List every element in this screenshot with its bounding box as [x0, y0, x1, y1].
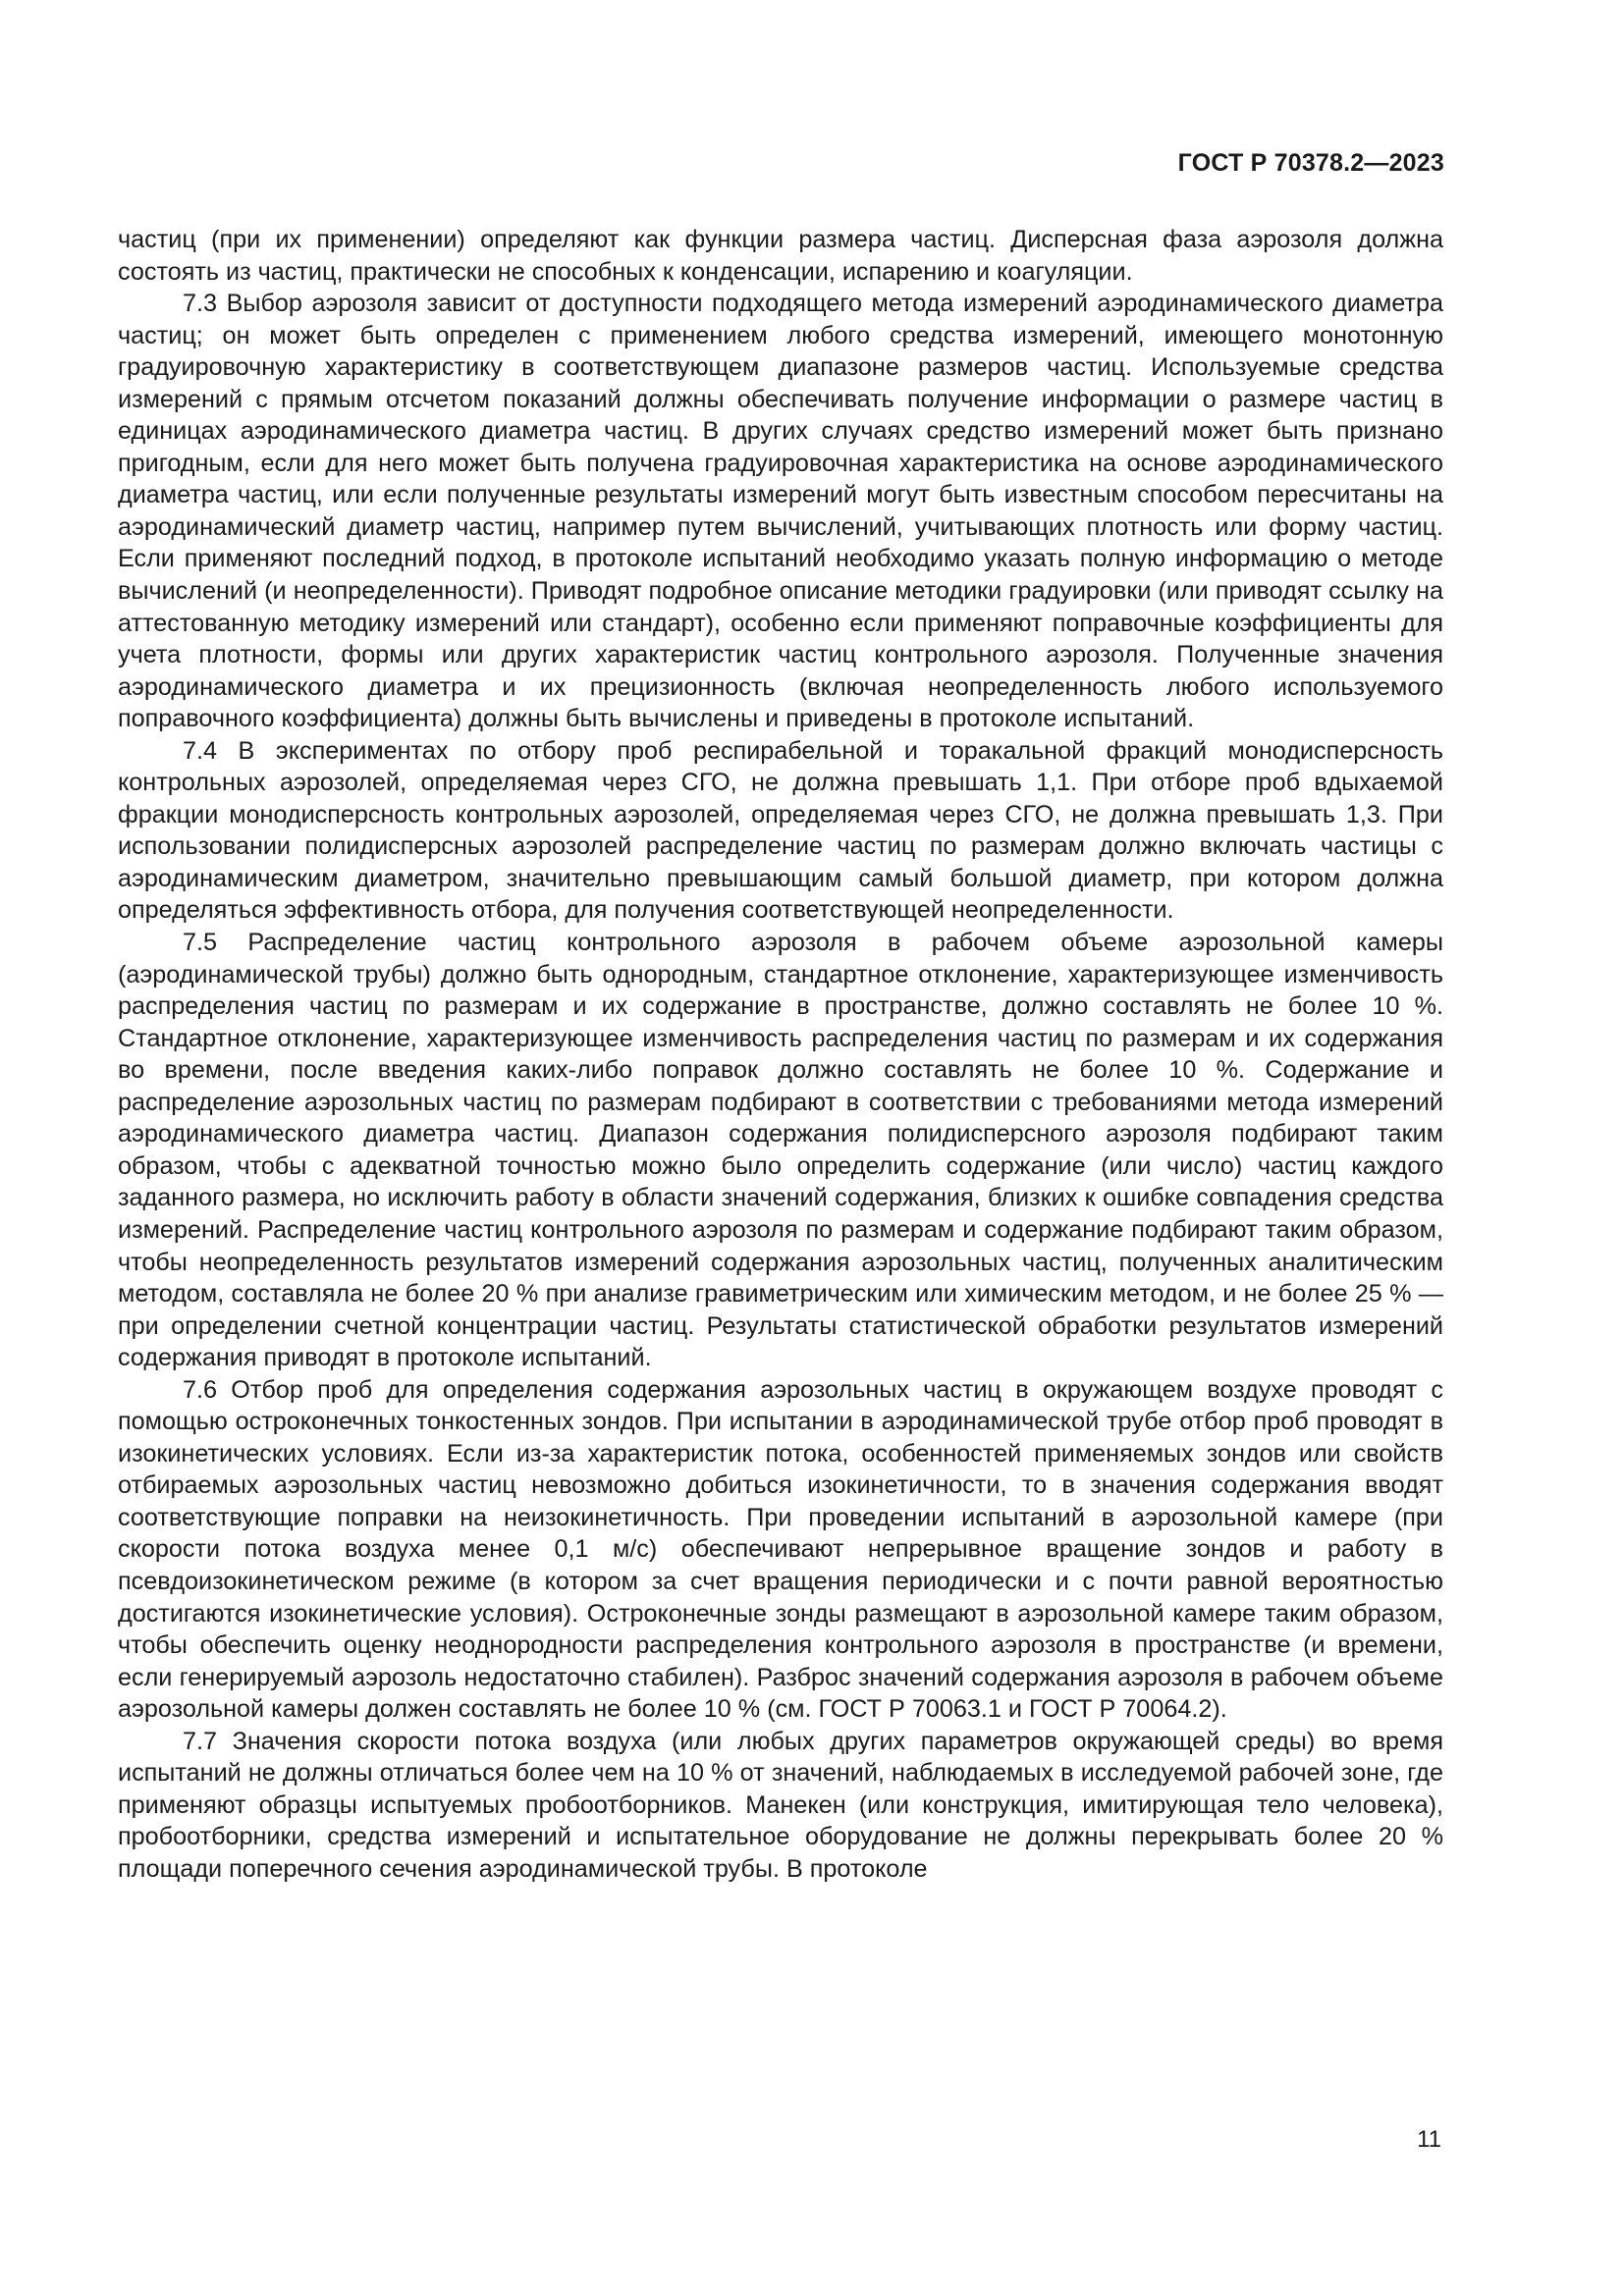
paragraph-7-3: 7.3 Выбор аэрозоля зависит от доступности подходящего метода измерений аэродинамического диаметра частиц; он может быть определен с применением любого средства измерений, имеющего монотонную градуировочную характеристику в соответствующем диапазоне размеров частиц. Используемые средства измерений с прямым отсчетом показаний должны обеспечивать получение информации о размере частиц в единицах аэродинамического диаметра частиц. В других случаях средство измерений может быть признано пригодным, если для него может быть получена градуировочная характеристика на основе аэродинамического диаметра частиц, или если полученные результаты измерений могут быть известным способом пересчитаны на аэродинамический диаметр частиц, например путем вычислений, учитывающих плотность или форму частиц. Если применяют последний подход, в протоколе испытаний необходимо указать полную информацию о методе вычислений (и неопределенности). Приводят подробное описание методики градуировки (или приводят ссылку на аттестованную методику измерений или стандарт), особенно если применяют поправочные коэффициенты для учета плотности, формы или других характеристик частиц контрольного аэрозоля. Полученные значения аэродинамического диаметра и их прецизионность (включая неопределенность любого используемого поправочного коэффициента) должны быть вычислены и приведены в протоколе испытаний.: [118, 290, 1443, 733]
paragraph-7-4: 7.4 В экспериментах по отбору проб респирабельной и торакальной фракций монодисперсность контрольных аэрозолей, определяемая через СГО, не должна превышать 1,1. При отборе проб вдыхаемой фракции монодисперсность контрольных аэрозолей, определяемая через СГО, не должна превышать 1,3. При использовании полидисперсных аэрозолей распределение частиц по размерам должно включать частицы с аэродинамическим диаметром, значительно превышающим самый большой диаметр, при котором должна определяться эффективность отбора, для получения соответствующей неопределенности.: [118, 736, 1443, 925]
paragraph-continuation: частиц (при их применении) определяют как функции размера частиц. Дисперсная фаза аэрозоля должна состоять из частиц, практически не способных к конденсации, испарению и коагуляции.: [118, 226, 1443, 286]
paragraph-7-7: 7.7 Значения скорости потока воздуха (или любых других параметров окружающей среды) во время испытаний не должны отличаться более чем на 10 % от значений, наблюдаемых в исследуемой рабочей зоне, где применяют образцы испытуемых пробоотборников. Манекен (или конструкция, имитирующая тело человека), пробоотборники, средства измерений и испытательное оборудование не должны перекрывать более 20 % площади поперечного сечения аэродинамической трубы. В протоколе: [118, 1727, 1443, 1883]
document-body: [118, 224, 1443, 1885]
standard-designation: ГОСТ Р 70378.2—2023: [1177, 149, 1444, 177]
page-number: 11: [1417, 2126, 1441, 2153]
paragraph-7-5: 7.5 Распределение частиц контрольного аэрозоля в рабочем объеме аэрозольной камеры (аэродинамической трубы) должно быть однородным, стандартное отклонение, характеризующее изменчивость распределения частиц по размерам и их содержание в пространстве, должно составлять не более 10 %. Стандартное отклонение, характеризующее изменчивость распределения частиц по размерам и их содержания во времени, после введения каких-либо поправок должно составлять не более 10 %. Содержание и распределение аэрозольных частиц по размерам подбирают в соответствии с требованиями метода измерений аэродинамического диаметра частиц. Диапазон содержания полидисперсного аэрозоля подбирают таким образом, чтобы с адекватной точностью можно было определить содержание (или число) частиц каждого заданного размера, но исключить работу в области значений содержания, близких к ошибке совпадения средства измерений. Распределение частиц контрольного аэрозоля по размерам и содержание подбирают таким образом, чтобы неопределенность результатов измерений содержания аэрозольных частиц, полученных аналитическим методом, составляла не более 20 % при анализе гравиметрическим или химическим методом, и не более 25 % — при определении счетной концентрации частиц. Результаты статистической обработки результатов измерений содержания приводят в протоколе испытаний.: [118, 929, 1443, 1372]
paragraph-7-6: 7.6 Отбор проб для определения содержания аэрозольных частиц в окружающем воздухе проводят с помощью остроконечных тонкостенных зондов. При испытании в аэродинамической трубе отбор проб проводят в изокинетических условиях. Если из-за характеристик потока, особенностей применяемых зондов или свойств отбираемых аэрозольных частиц невозможно добиться изокинетичности, то в значения содержания вводят соответствующие поправки на неизокинетичность. При проведении испытаний в аэрозольной камере (при скорости потока воздуха менее 0,1 м/с) обеспечивают непрерывное вращение зондов и работу в псевдоизокинетическом режиме (в котором за счет вращения периодически и с почти равной вероятностью достигаются изокинетические условия). Остроконечные зонды размещают в аэрозольной камере таким образом, чтобы обеспечить оценку неоднородности распределения контрольного аэрозоля в пространстве (и времени, если генерируемый аэрозоль недостаточно стабилен). Разброс значений содержания аэрозоля в рабочем объеме аэрозольной камеры должен составлять не более 10 % (см. ГОСТ Р 70063.1 и ГОСТ Р 70064.2).: [118, 1375, 1443, 1724]
